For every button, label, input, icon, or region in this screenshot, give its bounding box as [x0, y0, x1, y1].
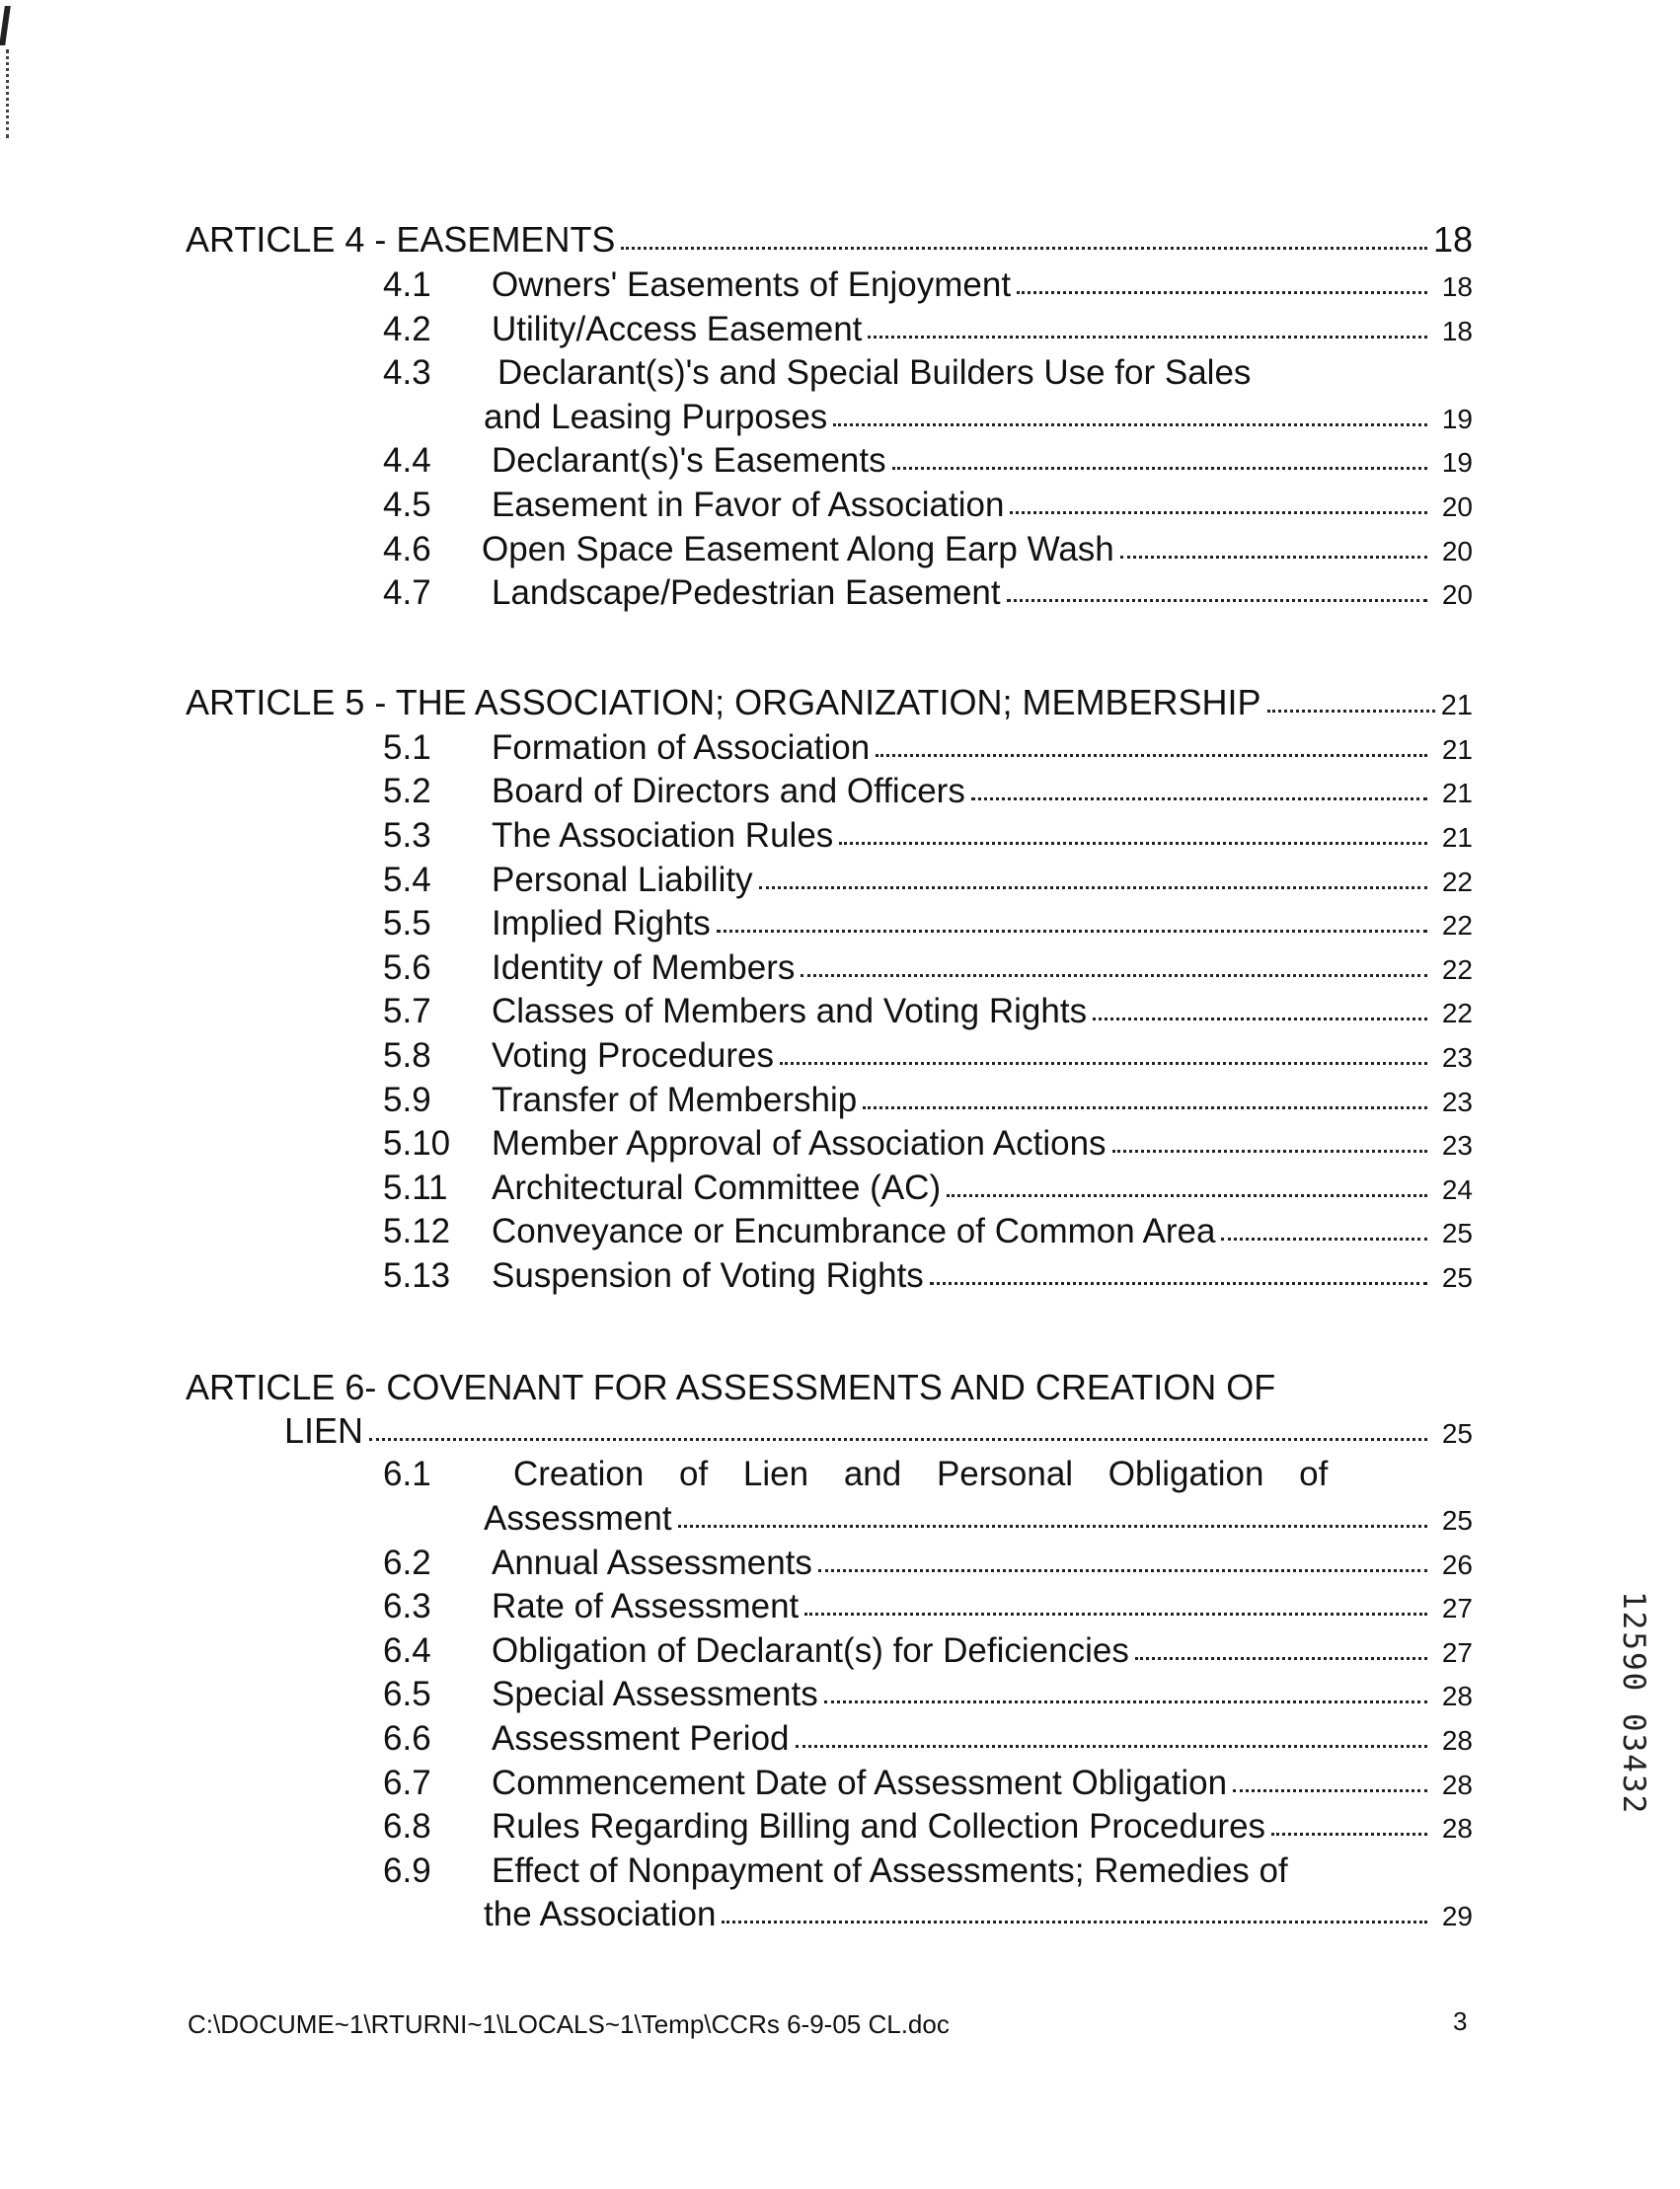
section-page: 28 [1441, 1769, 1473, 1800]
section-title: Member Approval of Association Actions [492, 1124, 1107, 1164]
section-page: 20 [1441, 579, 1473, 611]
section-number: 4.2 [383, 309, 431, 348]
section-number: 5.1 [383, 727, 431, 767]
section-page: 25 [1441, 1218, 1473, 1249]
section-page: 20 [1441, 491, 1473, 522]
section-page: 20 [1441, 535, 1473, 566]
dot-leader [678, 1523, 1427, 1528]
toc-entry [186, 265, 1473, 310]
section-page: 22 [1441, 866, 1473, 897]
section-number: 5.9 [383, 1080, 431, 1119]
section-number: 5.2 [383, 772, 431, 811]
toc-entry [186, 1169, 1473, 1213]
toc-entry [186, 530, 1473, 574]
toc-entry [186, 728, 1473, 773]
section-title-continued: Assessment [484, 1499, 672, 1539]
section-title: The Association Rules [492, 815, 834, 855]
dot-leader [930, 1280, 1427, 1285]
dot-leader [1267, 708, 1435, 713]
toc-entry [186, 1675, 1473, 1719]
section-number: 4.6 [383, 529, 431, 568]
section-page: 24 [1441, 1173, 1473, 1205]
section-number: 5.6 [383, 947, 431, 987]
dot-leader [369, 1436, 1427, 1441]
toc-entry [186, 1212, 1473, 1256]
article-heading [186, 219, 1473, 265]
section-page: 23 [1441, 1086, 1473, 1117]
section-number: 4.5 [383, 485, 431, 524]
dot-leader [839, 840, 1427, 845]
section-page: 22 [1441, 910, 1473, 942]
section-page: 21 [1441, 821, 1473, 853]
dot-leader [1010, 509, 1427, 514]
section-title: Architectural Committee (AC) [492, 1168, 942, 1207]
toc-entry [186, 573, 1473, 618]
section-title-continued: the Association [484, 1895, 717, 1934]
article-5 [186, 682, 1473, 1301]
dot-leader [876, 752, 1427, 757]
section-title: Classes of Members and Voting Rights [492, 992, 1088, 1031]
section-page: 29 [1441, 1901, 1473, 1932]
toc-entry [186, 948, 1473, 993]
toc-entry [186, 310, 1473, 354]
section-title: Special Assessments [492, 1675, 818, 1714]
section-title: Utility/Access Easement [492, 309, 863, 348]
section-title: Rate of Assessment [492, 1587, 800, 1626]
section-page: 28 [1441, 1725, 1473, 1757]
section-page: 23 [1441, 1130, 1473, 1162]
section-title: Owners' Easements of Enjoyment [492, 265, 1012, 304]
section-number: 4.3 [383, 353, 431, 393]
footer-page-number: 3 [1453, 2006, 1468, 2036]
dot-leader [1017, 289, 1427, 294]
section-title: Board of Directors and Officers [492, 772, 965, 811]
dot-leader [868, 334, 1427, 339]
toc-entry [186, 1544, 1473, 1588]
section-number: 6.6 [383, 1719, 431, 1759]
article-page: 18 [1432, 219, 1473, 260]
section-page: 18 [1441, 271, 1473, 302]
toc-entry [186, 816, 1473, 861]
section-number: 5.12 [383, 1212, 451, 1251]
toc-entry [186, 904, 1473, 948]
section-title: Identity of Members [492, 947, 796, 987]
dot-leader [621, 245, 1427, 250]
section-title: Commencement Date of Assessment Obligation [492, 1763, 1228, 1802]
section-number: 6.3 [383, 1587, 431, 1626]
dot-leader [818, 1567, 1427, 1572]
article-title: ARTICLE 6- COVENANT FOR ASSESSMENTS AND CREATION OF [186, 1367, 1276, 1408]
article-title-continued: LIEN [284, 1410, 364, 1452]
section-page: 27 [1441, 1593, 1473, 1624]
section-number: 5.4 [383, 860, 431, 899]
article-page: 25 [1441, 1418, 1473, 1450]
dot-leader [801, 972, 1427, 977]
article-page: 21 [1440, 689, 1473, 721]
section-title: Assessment Period [492, 1719, 790, 1759]
section-title: Declarant(s)'s Easements [492, 441, 886, 481]
section-title: Formation of Association [492, 727, 871, 767]
article-title: ARTICLE 4 - EASEMENTS [186, 219, 616, 260]
toc-entry [186, 1587, 1473, 1631]
toc-entry [186, 1256, 1473, 1301]
section-title: Voting Procedures [492, 1035, 775, 1075]
scan-artifact-dots [6, 49, 12, 138]
section-number: 4.1 [383, 265, 431, 304]
dot-leader [1120, 554, 1427, 559]
dot-leader [971, 795, 1427, 800]
toc-entry [186, 861, 1473, 905]
article-title: ARTICLE 5 - THE ASSOCIATION; ORGANIZATION; MEMBERSHIP [186, 681, 1261, 722]
toc-entry [186, 1719, 1473, 1764]
section-number: 6.2 [383, 1543, 431, 1582]
dot-leader [796, 1743, 1427, 1748]
dot-leader [759, 884, 1427, 889]
section-title: Easement in Favor of Association [492, 485, 1005, 524]
toc-entry [186, 772, 1473, 816]
section-number: 4.4 [383, 441, 431, 481]
scan-artifact [0, 6, 11, 45]
section-page: 25 [1441, 1261, 1473, 1293]
section-title: Personal Liability [492, 860, 753, 899]
section-number: 5.3 [383, 815, 431, 855]
article-4 [186, 219, 1473, 618]
section-title: Annual Assessments [492, 1543, 812, 1582]
toc-entry [186, 486, 1473, 530]
section-page: 28 [1441, 1813, 1473, 1845]
article-heading [186, 1364, 1473, 1410]
article-heading-continuation [186, 1410, 1473, 1455]
section-title: Conveyance or Encumbrance of Common Area [492, 1212, 1216, 1251]
dot-leader [947, 1192, 1427, 1197]
section-number: 6.1 [383, 1455, 431, 1494]
dot-leader [1093, 1016, 1427, 1020]
toc-entry [186, 1807, 1473, 1851]
dot-leader [1221, 1236, 1427, 1241]
section-title-continued: and Leasing Purposes [484, 397, 828, 436]
section-page: 22 [1441, 953, 1473, 985]
section-title: Obligation of Declarant(s) for Deficiencies [492, 1630, 1129, 1670]
section-title: Open Space Easement Along Earp Wash [482, 529, 1114, 568]
toc-entry [186, 1631, 1473, 1676]
section-number: 6.7 [383, 1763, 431, 1802]
dot-leader [863, 1104, 1427, 1109]
section-page: 21 [1441, 778, 1473, 809]
section-title: Rules Regarding Billing and Collection Procedures [492, 1807, 1266, 1847]
section-page: 25 [1441, 1505, 1473, 1537]
section-title: Transfer of Membership [492, 1080, 858, 1119]
section-page: 19 [1441, 447, 1473, 479]
section-page: 23 [1441, 1041, 1473, 1073]
section-number: 5.8 [383, 1035, 431, 1075]
section-title: Creation of Lien and Personal Obligation of [513, 1455, 1329, 1494]
toc-entry [186, 992, 1473, 1036]
section-page: 18 [1441, 315, 1473, 346]
toc-entry [186, 1455, 1473, 1499]
document-stamp-number: 12590 03432 [1616, 1591, 1651, 1816]
section-number: 6.4 [383, 1630, 431, 1670]
dot-leader [824, 1698, 1427, 1703]
toc-entry-continuation [186, 1895, 1473, 1939]
section-page: 21 [1441, 733, 1473, 765]
section-page: 26 [1441, 1548, 1473, 1580]
toc-entry [186, 1036, 1473, 1081]
section-title: Implied Rights [492, 904, 711, 944]
section-number: 5.13 [383, 1255, 451, 1295]
section-number: 6.9 [383, 1850, 431, 1890]
dot-leader [722, 1919, 1427, 1924]
toc-entry [186, 1764, 1473, 1808]
dot-leader [1112, 1148, 1427, 1153]
dot-leader [1135, 1655, 1427, 1660]
toc-entry [186, 441, 1473, 486]
dot-leader [780, 1060, 1427, 1065]
article-6 [186, 1364, 1473, 1939]
dot-leader [804, 1611, 1427, 1616]
toc-entry-continuation [186, 1499, 1473, 1544]
section-title: Landscape/Pedestrian Easement [492, 573, 1001, 613]
section-title: Declarant(s)'s and Special Builders Use for Sales [497, 353, 1252, 393]
section-number: 5.7 [383, 992, 431, 1031]
section-page: 28 [1441, 1681, 1473, 1712]
section-number: 5.10 [383, 1124, 451, 1164]
dot-leader [892, 465, 1427, 470]
article-heading [186, 682, 1473, 728]
toc-entry [186, 353, 1473, 398]
footer-file-path: C:\DOCUME~1\RTURNI~1\LOCALS~1\Temp\CCRs 6-9-05 CL.doc [188, 2009, 950, 2039]
section-number: 5.5 [383, 904, 431, 944]
table-of-contents [186, 219, 1473, 2003]
dot-leader [1007, 597, 1427, 602]
section-number: 4.7 [383, 573, 431, 613]
section-number: 6.5 [383, 1675, 431, 1714]
dot-leader [833, 421, 1427, 426]
section-number: 6.8 [383, 1807, 431, 1847]
section-title: Effect of Nonpayment of Assessments; Remedies of [492, 1850, 1288, 1890]
section-title: Suspension of Voting Rights [492, 1255, 924, 1295]
dot-leader [1271, 1831, 1427, 1836]
toc-entry [186, 1851, 1473, 1896]
toc-entry-continuation [186, 398, 1473, 442]
section-page: 19 [1441, 403, 1473, 434]
toc-entry [186, 1124, 1473, 1169]
section-page: 22 [1441, 998, 1473, 1029]
dot-leader [1233, 1787, 1427, 1792]
section-number: 5.11 [383, 1168, 448, 1207]
section-page: 27 [1441, 1636, 1473, 1668]
dot-leader [717, 928, 1427, 933]
toc-entry [186, 1081, 1473, 1125]
